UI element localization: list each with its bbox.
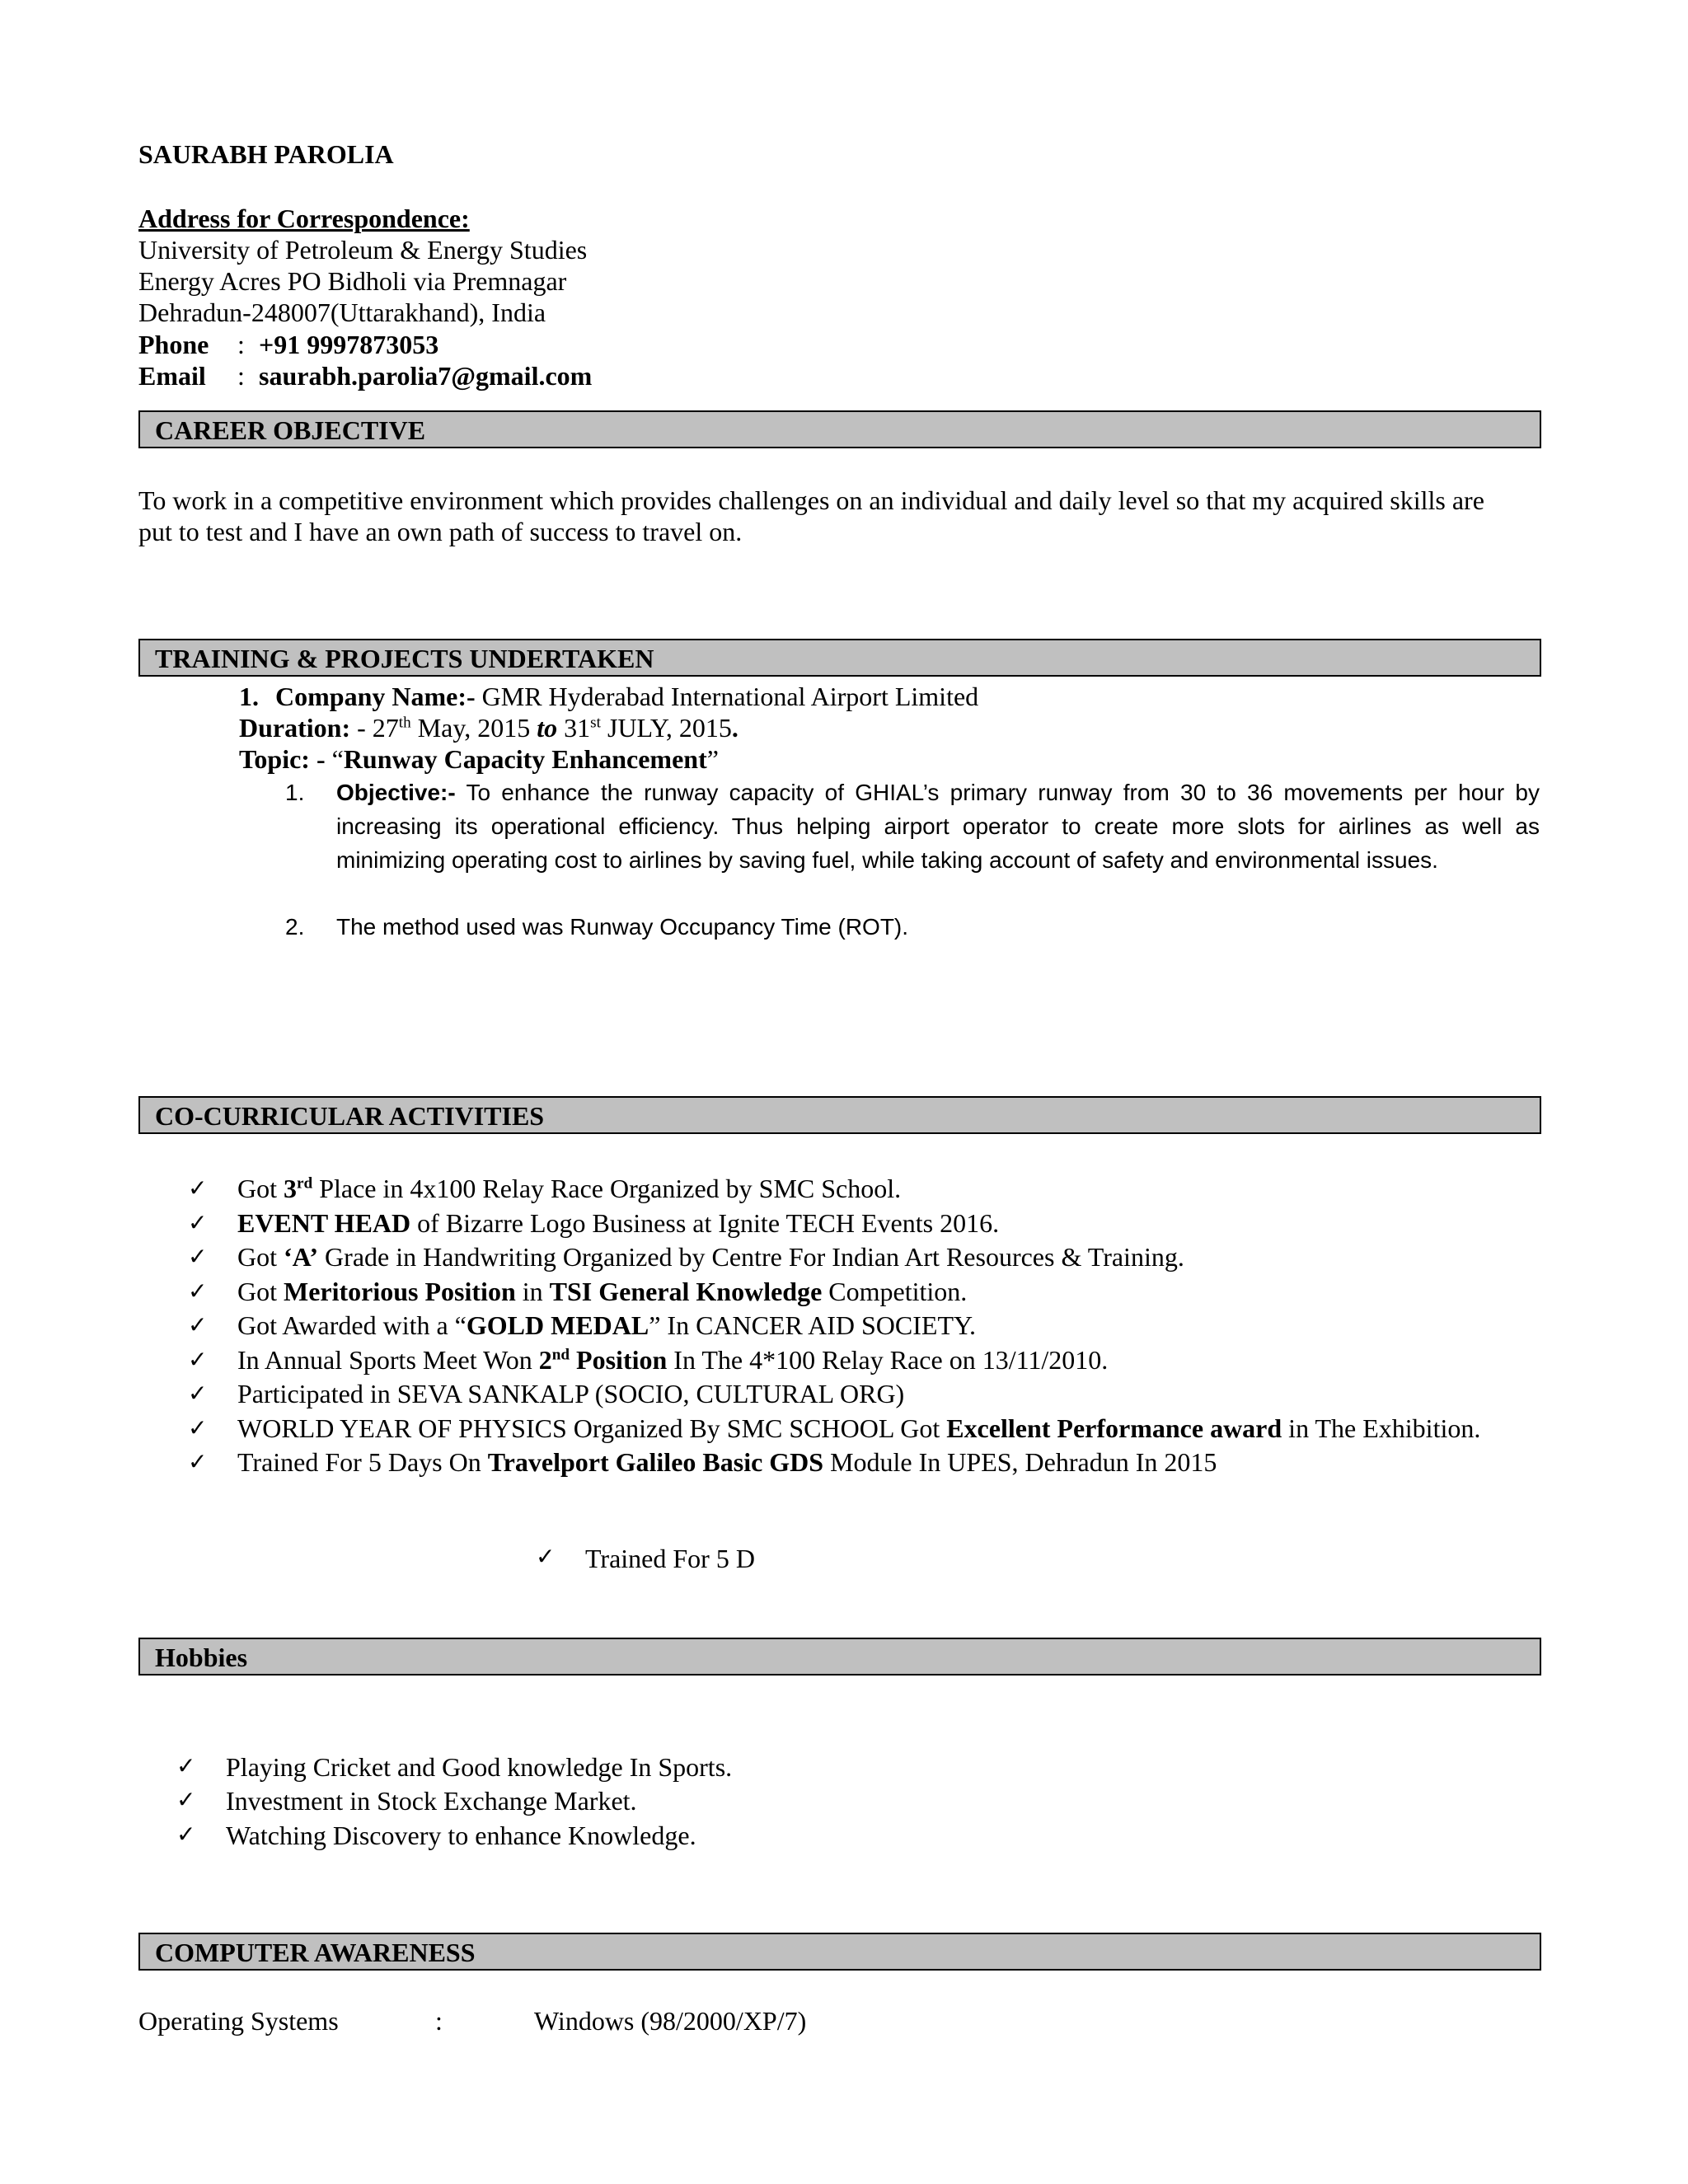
hobby-item: Playing Cricket and Good knowledge In Sports. xyxy=(226,1752,733,1782)
objective-body: To enhance the runway capacity of GHIAL’s primary runway from 30 to 36 movements per hour by increasing its operational efficiency. Thus helping airport operator to create more slots for airlines as well as minimizing operating cost to airlines by saving fuel, while taking account of safety and environmental issues. xyxy=(336,780,1540,873)
company-label: Company Name:- xyxy=(275,682,476,711)
email-label: Email xyxy=(138,361,206,391)
checkmark-icon: ✓ xyxy=(536,1543,556,1570)
company-value: GMR Hyderabad International Airport Limited xyxy=(475,682,979,711)
career-objective-text: put to test and I have an own path of success to travel on. xyxy=(138,517,743,546)
duration-to: to xyxy=(537,713,558,743)
ordinal: st xyxy=(590,714,601,732)
ordinal: th xyxy=(398,714,411,732)
checkmark-icon: ✓ xyxy=(188,1311,208,1338)
checkmark-icon: ✓ xyxy=(188,1414,208,1441)
sub-item-number: 1. xyxy=(285,780,305,805)
checkmark-icon: ✓ xyxy=(188,1380,208,1407)
checkmark-icon: ✓ xyxy=(188,1243,208,1270)
training-header xyxy=(138,639,1541,677)
candidate-name: SAURABH PAROLIA xyxy=(138,139,394,169)
quote-open: “ xyxy=(325,744,344,774)
list-item: WORLD YEAR OF PHYSICS Organized By SMC SCHOOL Got Excellent Performance award in The Exhibition. xyxy=(237,1413,1481,1443)
topic-line xyxy=(239,743,719,775)
list-item: Trained For 5 Days On Travelport Galileo Basic GDS Module In UPES, Dehradun In 2015 xyxy=(237,1447,1217,1477)
list-item: Got Meritorious Position in TSI General Knowledge Competition. xyxy=(237,1277,968,1306)
os-separator: : xyxy=(435,2006,443,2036)
list-item: Got ‘A’ Grade in Handwriting Organized by Centre For Indian Art Resources & Training. xyxy=(237,1242,1184,1272)
phone-value: +91 9997873053 xyxy=(259,330,439,359)
duration-end: 31 xyxy=(557,713,591,743)
duration-start-month: May, 2015 xyxy=(410,713,537,743)
topic-label: Topic: - xyxy=(239,744,326,774)
os-label: Operating Systems xyxy=(138,2006,339,2036)
period: . xyxy=(731,713,738,743)
company-line xyxy=(239,681,978,712)
checkmark-icon: ✓ xyxy=(188,1209,208,1236)
duration-line xyxy=(239,712,738,743)
section-title: CAREER OBJECTIVE xyxy=(155,415,426,445)
address-heading: Address for Correspondence: xyxy=(138,204,470,233)
duration-label: Duration: xyxy=(239,713,351,743)
objective-label: Objective:- xyxy=(336,780,456,805)
section-title: COMPUTER AWARENESS xyxy=(155,1938,476,1967)
checkmark-icon: ✓ xyxy=(188,1277,208,1305)
checkmark-icon: ✓ xyxy=(176,1821,196,1848)
email-separator: : xyxy=(237,361,245,391)
list-item: Got 3rd Place in 4x100 Relay Race Organized by SMC School. xyxy=(237,1174,902,1203)
sub-item-number: 2. xyxy=(285,914,305,940)
stray-list-item: Trained For 5 D xyxy=(585,1544,755,1573)
duration-start: - 27 xyxy=(350,713,399,743)
section-title: TRAINING & PROJECTS UNDERTAKEN xyxy=(155,644,654,673)
career-objective-header xyxy=(138,410,1541,448)
objective-text xyxy=(336,776,1540,877)
duration-end-month: JULY, 2015 xyxy=(600,713,732,743)
address-line: Dehradun-248007(Uttarakhand), India xyxy=(138,298,546,327)
phone-label: Phone xyxy=(138,330,209,359)
topic-value: Runway Capacity Enhancement xyxy=(343,744,707,774)
cocurricular-header xyxy=(138,1096,1541,1134)
hobby-item: Investment in Stock Exchange Market. xyxy=(226,1786,637,1816)
computer-awareness-header xyxy=(138,1933,1541,1971)
checkmark-icon: ✓ xyxy=(188,1174,208,1202)
address-line: University of Petroleum & Energy Studies xyxy=(138,235,588,265)
hobbies-header xyxy=(138,1638,1541,1675)
phone-separator: : xyxy=(237,330,245,359)
checkmark-icon: ✓ xyxy=(176,1786,196,1813)
quote-close: ” xyxy=(706,744,719,774)
list-item: Participated in SEVA SANKALP (SOCIO, CULTURAL ORG) xyxy=(237,1379,905,1408)
section-title: CO-CURRICULAR ACTIVITIES xyxy=(155,1101,545,1131)
os-value: Windows (98/2000/XP/7) xyxy=(534,2006,807,2036)
address-line: Energy Acres PO Bidholi via Premnagar xyxy=(138,266,567,296)
checkmark-icon: ✓ xyxy=(188,1346,208,1373)
item-number: 1. xyxy=(239,682,259,711)
list-item: EVENT HEAD of Bizarre Logo Business at Ignite TECH Events 2016. xyxy=(237,1208,1000,1238)
email-value: saurabh.parolia7@gmail.com xyxy=(259,361,593,391)
checkmark-icon: ✓ xyxy=(188,1448,208,1475)
list-item: In Annual Sports Meet Won 2nd Position In The 4*100 Relay Race on 13/11/2010. xyxy=(237,1345,1109,1375)
career-objective-text: To work in a competitive environment which provides challenges on an individual and daily level so that my acquired skills are xyxy=(138,485,1484,515)
checkmark-icon: ✓ xyxy=(176,1752,196,1779)
list-item: Got Awarded with a “GOLD MEDAL” In CANCER AID SOCIETY. xyxy=(237,1310,976,1340)
method-text: The method used was Runway Occupancy Time (ROT). xyxy=(336,914,909,940)
hobby-item: Watching Discovery to enhance Knowledge. xyxy=(226,1821,696,1850)
section-title: Hobbies xyxy=(155,1643,248,1672)
